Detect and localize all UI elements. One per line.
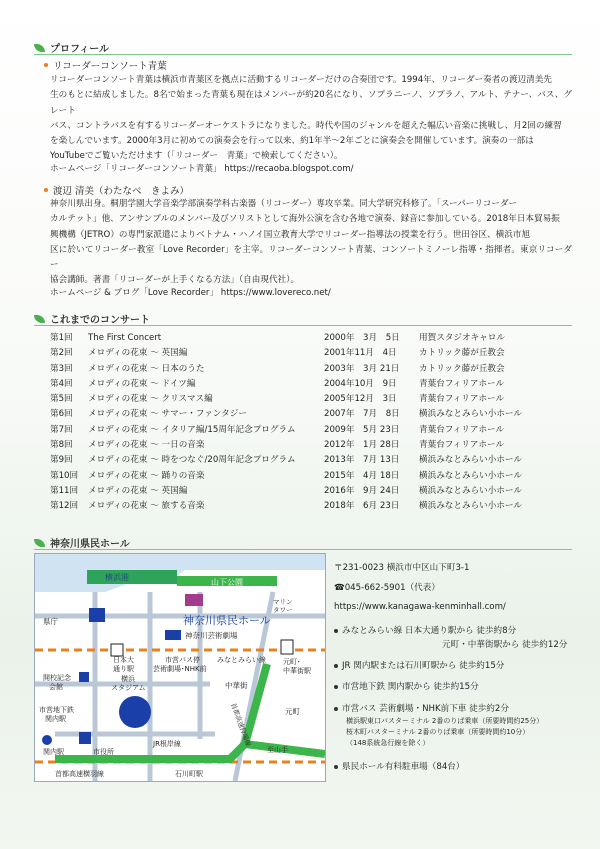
label-motomachi1: 元町･ [283,658,301,666]
bullet-icon [44,63,48,67]
concert-title: メロディの花束 ～ 英国編 [88,485,188,496]
concert-number: 第1回 [50,333,73,343]
label-kencho: 県庁 [43,617,58,626]
label-geigeki: 神奈川芸術劇場 [185,631,238,640]
concert-date: 2015年 4月 18日 [324,470,400,481]
concert-venue: 横浜みなとみらい小ホール [419,409,522,420]
concert-number: 第12回 [50,501,79,512]
label-yamashita: 山下公園 [211,578,243,587]
concert-row [50,407,550,422]
label-hall: 神奈川県民ホール [183,614,271,627]
concert-venue: 横浜みなとみらい小ホール [419,485,522,496]
concert-date: 2012年 1月 28日 [324,440,400,451]
concert-date: 2001年11月 4日 [324,348,397,359]
label-mitsuzawa: 首都高速狩場線 [229,701,253,748]
person-title: 渡辺 清美（わたなべ きよみ） [44,183,189,197]
label-nihon1: 日本大 [113,656,134,664]
concert-venue: カトリック藤が丘教会 [419,348,505,359]
access-bus: 市営バス 芸術劇場・NHK前下車 徒歩約2分 [334,702,509,714]
divider [34,325,572,326]
person-description: 神奈川県出身。桐朋学園大学音楽学部演奏学科古楽器（リコーダー）専攻卒業。同大学研究科修了。「スーパーリコーダー カルテット」他、アンサンブルのメンバー及びソリストとして海外公演を含む各地で演奏、録音に参加している。2018年日本貿易振 興機構（JETRO）の専門家派遣によりベトナム・ハノイ国立教育大学でリコーダー指導法の授業を行う。世田谷区、横浜市旭 区に於いてリコーダー教室「Love Recorder」を主宰。リコーダーコンソート青葉、コンソートミノーレ指導・指揮者。東京リコーダー 協会講師。著書「リコーダーが上手くなる方法」（自由現代社）。 [50,199,572,286]
label-shiyakusho: 市役所 [93,748,114,756]
concert-venue: 青葉台フィリアホール [419,378,505,389]
label-shiei1: 市営地下鉄 [39,706,74,714]
label-kaiko1: 開校記念 [43,674,71,682]
access-bus-sub1: 横浜駅東口バスターミナル 2番のりば乗車（所要時間約25分） [346,717,544,725]
concert-venue: 横浜みなとみらい小ホール [419,470,522,481]
concert-number: 第2回 [50,348,73,359]
concert-number: 第9回 [50,455,73,466]
concert-row [50,438,550,453]
group-homepage[interactable]: ホームページ「リコーダーコンソート青葉」 https://recaoba.blogspot.com/ [50,164,354,174]
label-bus2: 芸術劇場･NHK前 [153,665,207,673]
concert-title: メロディの花束 ～ イタリア編/15周年記念プログラム [88,424,296,435]
concert-venue: 青葉台フィリアホール [419,440,505,451]
concert-date: 2009年 5月 23日 [324,424,400,435]
concert-row [50,392,550,407]
label-kaiko2: 会館 [49,683,63,691]
concert-date: 2004年10月 9日 [324,378,397,389]
concert-row [50,499,550,514]
concert-number: 第8回 [50,440,73,451]
access-bus-sub2: 桜木町バスターミナル 2番のりば乗車（所要時間約10分） [346,728,530,736]
label-yokohamako: 横浜港 [105,573,129,582]
concert-date: 2000年 3月 5日 [324,333,400,343]
access-bus-sub3: （148系統急行線を除く） [346,739,430,747]
concert-title: メロディの花束 ～ 踊りの音楽 [88,470,205,481]
label-stadium2: スタジアム [111,684,146,692]
divider [34,54,572,55]
label-motomachi2: 中華街駅 [283,667,311,675]
access-map [34,553,326,782]
concert-venue: 青葉台フィリアホール [419,394,505,405]
concert-row [50,346,550,361]
concert-row [50,453,550,468]
bullet-icon [44,188,48,192]
concert-venue: 横浜みなとみらい小ホール [419,501,522,512]
label-chukagai: 中華街 [225,681,248,690]
concert-venue: 青葉台フィリアホール [419,424,505,435]
concert-number: 第5回 [50,394,73,405]
label-noyama: 至山手 [267,746,288,754]
bullet-icon [334,707,338,711]
bullet-icon [334,765,338,769]
label-bus1: 市営バス停 [165,656,200,664]
bullet-icon [334,685,338,689]
leaf-icon [34,315,45,323]
access-motomachi: 元町・中華街駅から 徒歩約12分 [442,640,568,650]
concert-title: メロディの花束 ～ 時をつなぐ/20周年記念プログラム [88,455,296,466]
leaf-icon [34,539,45,547]
access-parking: 県民ホール有料駐車場（84台） [334,760,464,772]
access-subway: 市営地下鉄 関内駅から 徒歩約15分 [334,680,479,692]
concert-title: メロディの花束 ～ 旅する音楽 [88,501,205,512]
divider [34,549,572,550]
bullet-icon [334,629,338,633]
kencho-marker [89,608,105,622]
sea-area [35,554,325,592]
concert-title: メロディの花束 ～ 英国編 [88,348,188,359]
hall-heading: 神奈川県民ホール [34,535,130,550]
label-stadium1: 横浜 [121,675,135,683]
concert-title: The First Concert [88,333,162,343]
concert-row [50,469,550,484]
label-shuto: 首都高速横羽線 [55,770,104,778]
label-kannai: 関内駅 [43,748,64,756]
concert-date: 2018年 6月 23日 [324,501,400,512]
subway-marker [42,735,52,745]
concert-number: 第7回 [50,424,73,435]
shiyakusho-marker [79,732,91,744]
concert-number: 第10回 [50,470,79,481]
access-jr: JR 関内駅または石川町駅から 徒歩約15分 [334,659,504,671]
concert-row [50,331,550,346]
bullet-icon [334,664,338,668]
group-title: リコーダーコンソート青葉 [44,58,167,72]
concert-title: メロディの花束 ～ 一日の音楽 [88,440,205,451]
geigeki-marker [165,630,181,640]
stadium-marker [119,696,151,728]
label-nihon2: 通り駅 [113,665,134,673]
concert-venue: カトリック藤が丘教会 [419,363,505,374]
concert-venue: 横浜みなとみらい小ホール [419,455,522,466]
motomachi-marker [281,640,293,654]
concert-date: 2013年 7月 13日 [324,455,400,466]
label-shiei2: 関内駅 [45,715,66,723]
hall-url[interactable]: https://www.kanagawa-kenminhall.com/ [334,602,506,612]
concert-row [50,362,550,377]
label-jr: JR根岸線 [153,740,181,748]
label-minatomirai: みなとみらい線 [217,656,266,664]
leaf-icon [34,44,45,52]
concert-number: 第3回 [50,363,73,374]
label-ishikawa: 石川町駅 [175,770,203,778]
label-tower: タワー [273,606,293,614]
concert-date: 2005年12月 3日 [324,394,397,405]
pier-area [87,570,177,584]
concert-title: メロディの花束 ～ ドイツ編 [88,378,196,389]
person-homepage[interactable]: ホームページ & ブログ「Love Recorder」 https://www.lovereco.net/ [50,288,331,298]
concert-row [50,423,550,438]
label-motomachi: 元町 [285,707,300,716]
kaiko-marker [79,672,89,682]
concert-title: メロディの花束 ～ 日本のうた [88,363,205,374]
concert-number: 第11回 [50,485,79,496]
concert-row [50,377,550,392]
concert-date: 2003年 3月 21日 [324,363,400,374]
concert-date: 2007年 7月 8日 [324,409,400,420]
hall-address: 〒231-0023 横浜市中区山下町3-1 [334,563,470,573]
concert-number: 第4回 [50,378,73,389]
hall-marker [185,594,203,606]
concert-number: 第6回 [50,409,73,420]
concerts-heading: これまでのコンサート [34,311,150,326]
label-marine: マリン [273,598,293,606]
access-minatomirai: みなとみらい線 日本大通り駅から 徒歩約8分 [334,624,516,636]
concert-title: メロディの花束 ～ サマー・ファンタジー [88,409,247,420]
concert-title: メロディの花束 ～ クリスマス編 [88,394,213,405]
nihon-odori-marker [111,644,123,656]
group-description: リコーダーコンソート青葉は横浜市青葉区を拠点に活動するリコーダーだけの合奏団です。1994年、リコーダー奏者の渡辺清美先 生のもとに結成しました。8名で始まった青葉も現在はメンバーが約20名になり、ソプラニーノ、ソプラノ、アルト、テナー、バス、グレート バス、コントラバスを有するリコーダーオーケストラになりました。時代や国のジャンルを超えた幅広い音楽に挑戦し、月2回の練習 を楽しんでいます。2000年3月に初めての演奏会を行って以来、約1年半～2年ごとに演奏会を開催しています。演奏の一部は YouTubeでご覧いただけます（「リコーダー 青葉」で検索してください）。 [50,75,572,162]
concert-date: 2016年 9月 24日 [324,485,400,496]
concert-list [50,331,550,515]
hall-tel: ☎045-662-5901（代表） [334,583,440,593]
concert-venue: 用賀スタジオキャロル [419,333,505,343]
profile-heading: プロフィール [34,40,109,55]
concert-row [50,484,550,499]
